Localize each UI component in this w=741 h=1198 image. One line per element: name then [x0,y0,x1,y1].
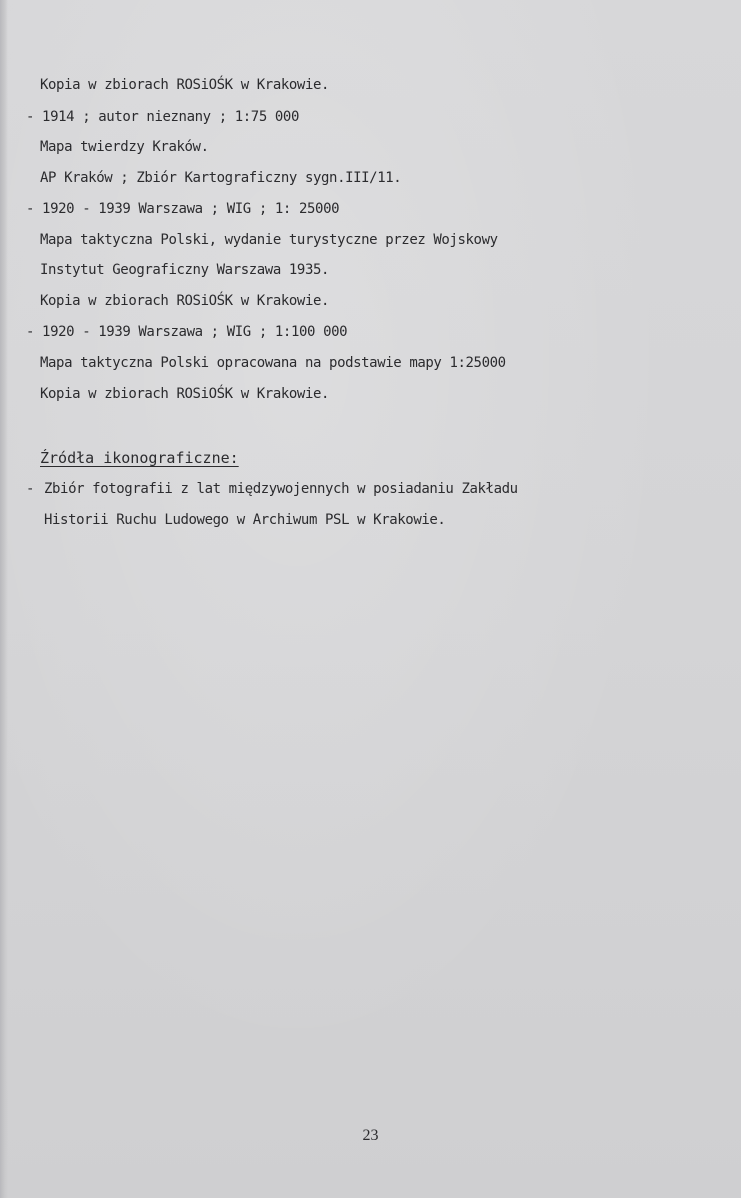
text-line-2: - 1914 ; autor nieznany ; 1:75 000 [26,109,299,125]
text-line-7: Instytut Geograficzny Warszawa 1935. [40,262,330,278]
section-item-2: Historii Ruchu Ludowego w Archiwum PSL w Krakowie. [44,512,446,528]
text-line-1: Kopia w zbiorach ROSiOŚK w Krakowie. [40,77,330,93]
text-line-6: Mapa taktyczna Polski, wydanie turystyczne przez Wojskowy [40,232,498,248]
list-bullet-dash: - [26,481,35,497]
section-heading [40,448,239,468]
page-number: 23 [362,1127,379,1144]
text-line-5: - 1920 - 1939 Warszawa ; WIG ; 1: 25000 [26,201,340,217]
text-line-9: - 1920 - 1939 Warszawa ; WIG ; 1:100 000 [26,324,348,340]
text-line-3: Mapa twierdzy Kraków. [40,139,209,155]
text-line-8: Kopia w zbiorach ROSiOŚK w Krakowie. [40,293,330,309]
text-line-4: AP Kraków ; Zbiór Kartograficzny sygn.III/11. [40,170,402,186]
binding-edge [0,0,8,1198]
text-line-11: Kopia w zbiorach ROSiOŚK w Krakowie. [40,386,330,402]
text-line-10: Mapa taktyczna Polski opracowana na podstawie mapy 1:25000 [40,355,506,371]
section-heading-text: Źródła ikonograficzne: [40,449,239,467]
section-item-1: Zbiór fotografii z lat międzywojennych w posiadaniu Zakładu [44,481,518,497]
